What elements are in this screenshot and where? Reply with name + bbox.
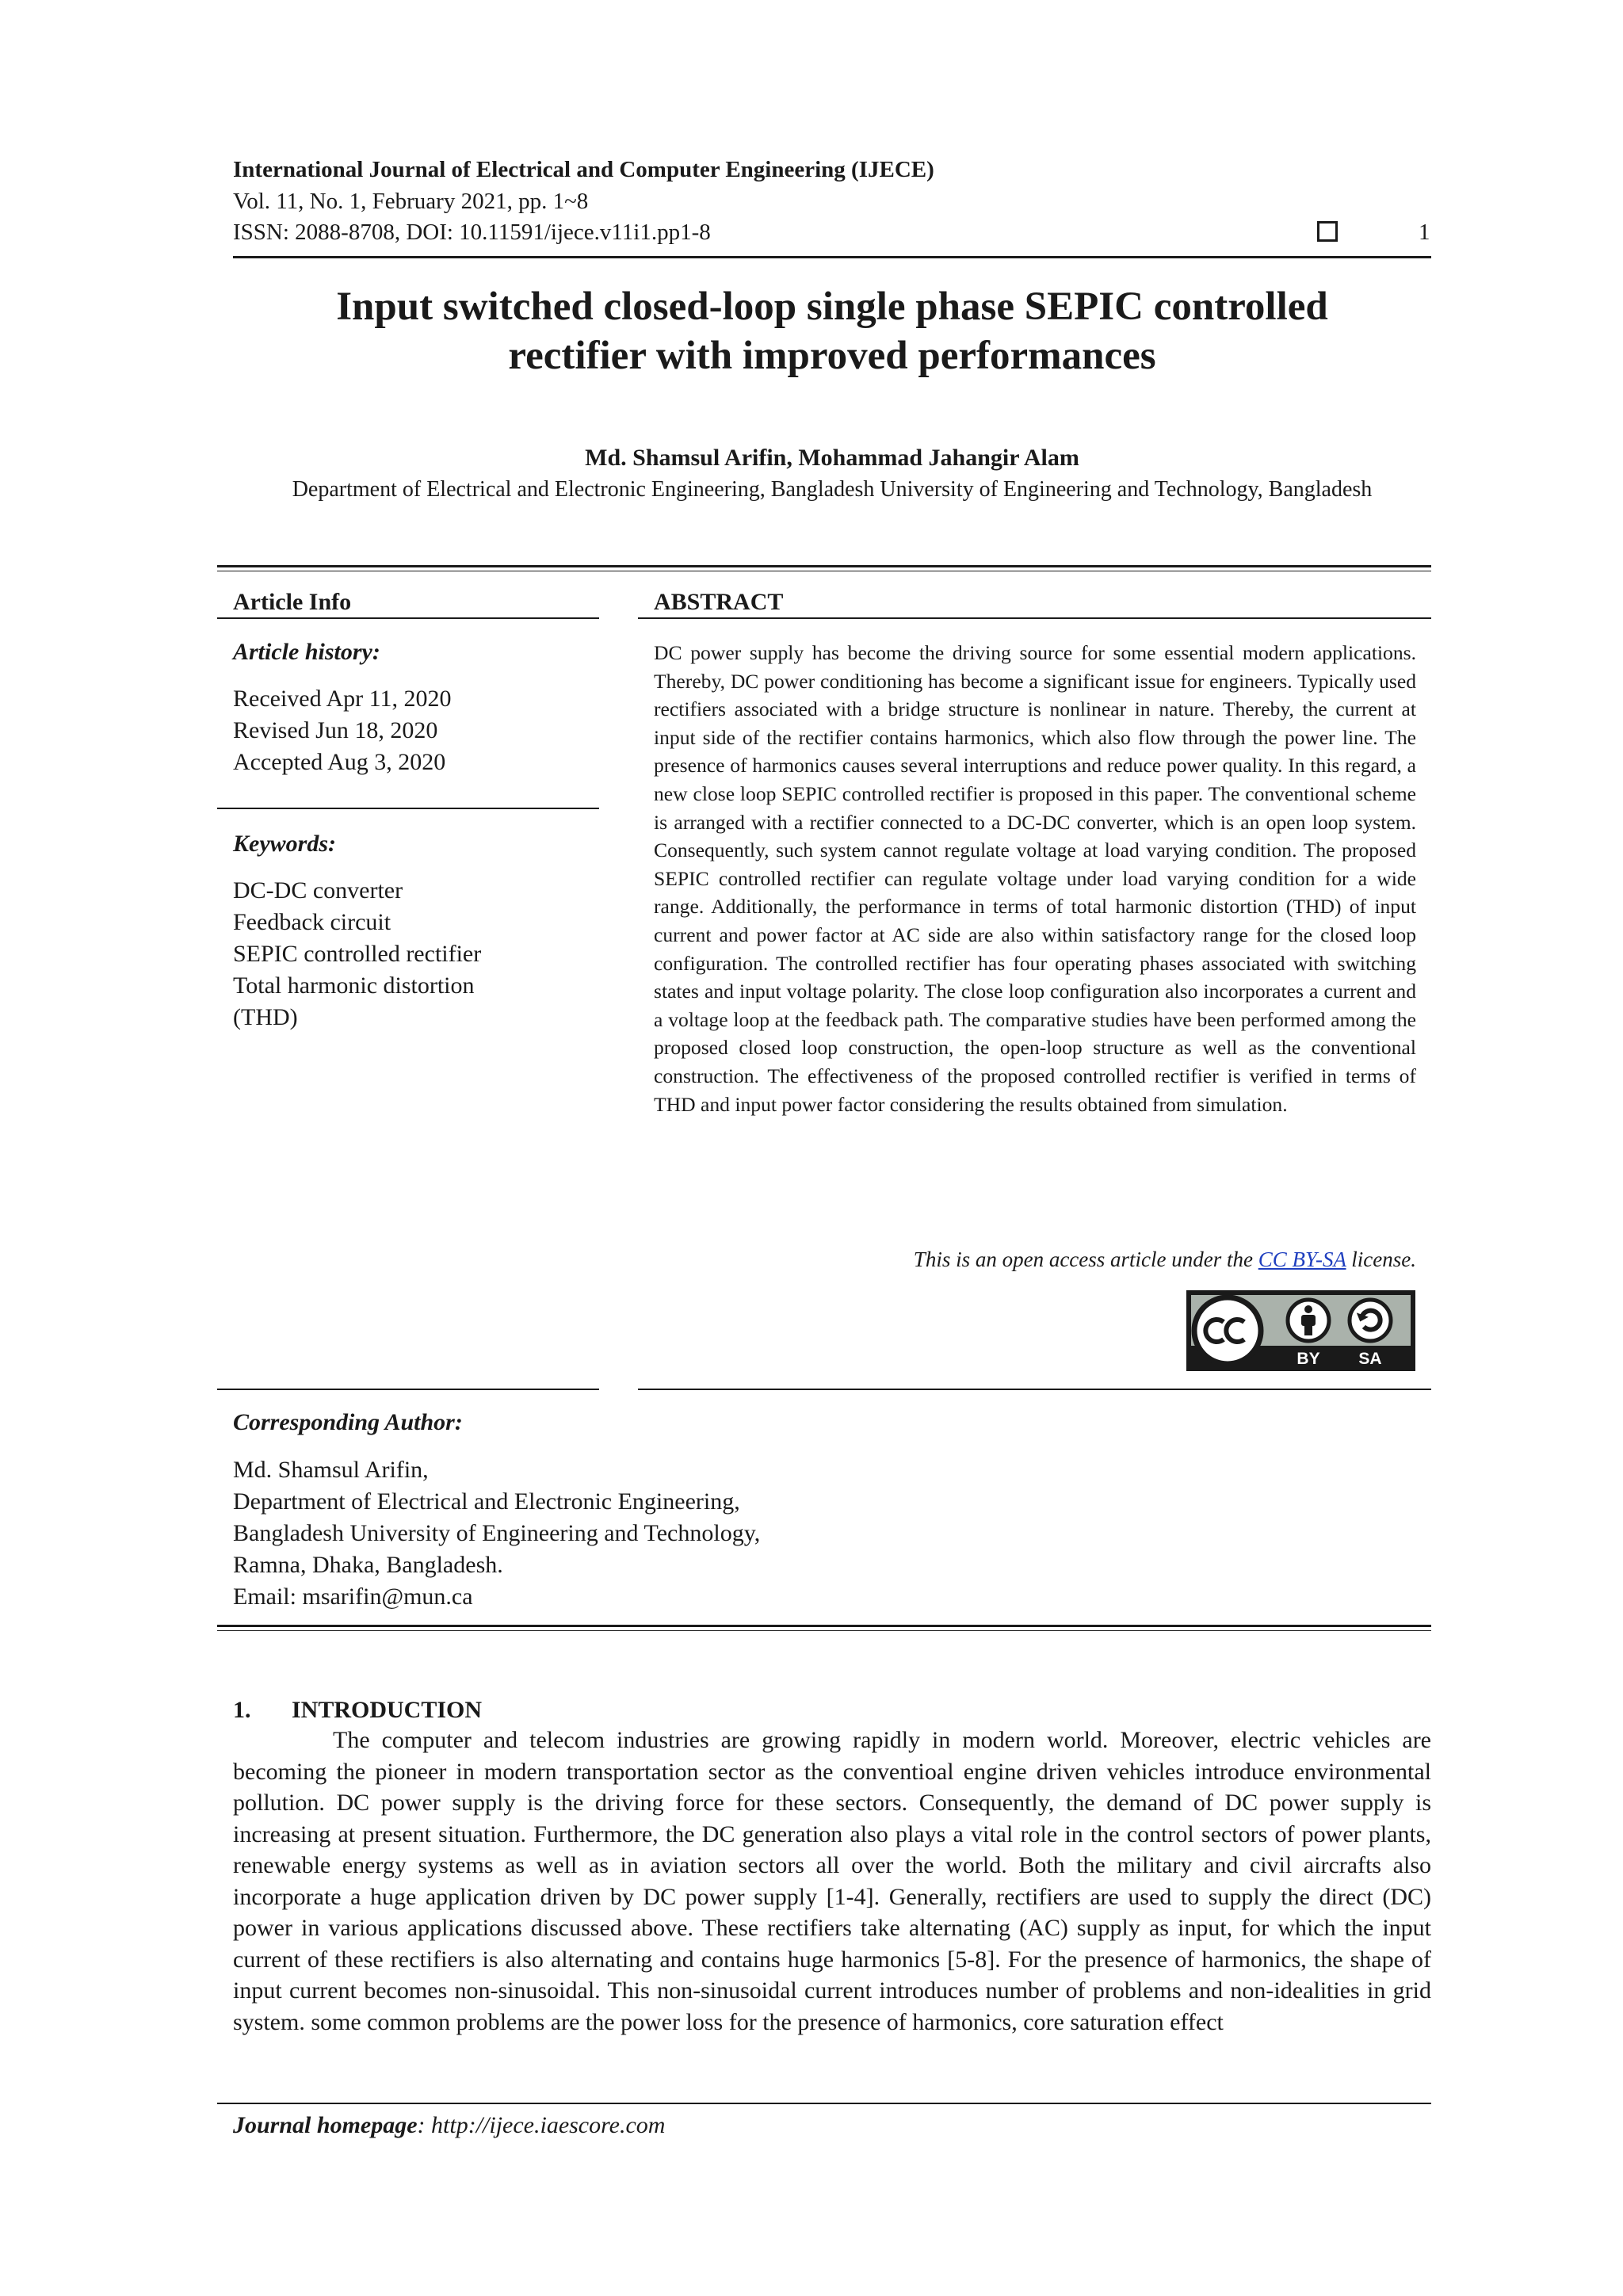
article-info-rule bbox=[217, 617, 599, 619]
cc-by-sa-link[interactable]: CC BY-SA bbox=[1258, 1247, 1346, 1271]
keywords-list bbox=[233, 875, 481, 1033]
info-bottom-rule-right bbox=[638, 1389, 1431, 1390]
keyword-item: SEPIC controlled rectifier bbox=[233, 941, 482, 967]
introduction-heading bbox=[233, 1698, 482, 1722]
keyword-item: (THD) bbox=[233, 1004, 298, 1030]
keyword-item: Total harmonic distortion bbox=[233, 972, 475, 999]
author-list: Md. Shamsul Arifin, Mohammad Jahangir Alam bbox=[585, 445, 1079, 471]
article-info-heading: Article Info bbox=[233, 589, 352, 615]
keywords-heading: Keywords: bbox=[233, 831, 336, 857]
open-access-prefix: This is an open access article under the bbox=[913, 1247, 1258, 1271]
attribution-icon bbox=[1288, 1300, 1329, 1341]
badge-sa-label: SA bbox=[1358, 1350, 1382, 1368]
journal-volume: Vol. 11, No. 1, February 2021, pp. 1~8 bbox=[233, 189, 589, 214]
info-top-rule bbox=[217, 565, 1431, 567]
paper-title-line-2: rectifier with improved performances bbox=[508, 334, 1156, 378]
journal-issn-doi: ISSN: 2088-8708, DOI: 10.11591/ijece.v11i1.pp1-8 bbox=[233, 220, 711, 245]
info-bottom-rule-left bbox=[217, 1389, 599, 1390]
page-number: 1 bbox=[1419, 220, 1430, 245]
corresponding-rule bbox=[217, 1625, 1431, 1627]
section-number: 1. bbox=[233, 1697, 251, 1723]
keyword-item: DC-DC converter bbox=[233, 877, 403, 904]
cc-icon bbox=[1194, 1297, 1261, 1364]
corresponding-author-heading: Corresponding Author: bbox=[233, 1409, 463, 1435]
open-access-notice bbox=[654, 1249, 1416, 1270]
corresponding-university: Bangladesh University of Engineering and Technology, bbox=[233, 1520, 761, 1546]
history-revised: Revised Jun 18, 2020 bbox=[233, 717, 438, 743]
section-title: INTRODUCTION bbox=[292, 1697, 483, 1723]
abstract-rule bbox=[638, 617, 1431, 619]
paper-title bbox=[233, 282, 1431, 380]
badge-by-label: BY bbox=[1296, 1350, 1320, 1368]
footer-rule bbox=[217, 2103, 1431, 2104]
open-access-suffix: license. bbox=[1346, 1247, 1416, 1271]
homepage-label: Journal homepage bbox=[233, 2112, 418, 2138]
share-alike-icon bbox=[1350, 1300, 1391, 1341]
corresponding-rule-thin bbox=[217, 1630, 1431, 1631]
introduction-paragraph: The computer and telecom industries are growing rapidly in modern world. Moreover, electric vehicles are becoming the pioneer in modern transportation sector as the conventioal engine driven vehicles introduce environmental pollution. DC power supply is the driving force for these sectors. Consequently, the demand of DC power supply is increasing at present situation. Furthermore, the DC generation also plays a vital role in the control sectors of power plants, renewable energy systems as well as in aviation sectors all over the world. Both the military and civil aircrafts also incorporate a huge application driven by DC power supply [1-4]. Generally, rectifiers are used to supply the direct (DC) power in various applications discussed above. These rectifiers take alternating (AC) supply as input, for which the input current of these rectifiers is also alternating and contains huge harmonics [5-8]. For the presence of harmonics, the shape of input current becomes non-sinusoidal. This non-sinusoidal current introduces number of problems and non-idealities in grid system. some common problems are the power loss for the presence of harmonics, core saturation effect bbox=[233, 1727, 1431, 2035]
header-rule bbox=[233, 256, 1431, 258]
journal-homepage bbox=[233, 2114, 665, 2137]
paper-title-line-1: Input switched closed-loop single phase SEPIC controlled bbox=[336, 285, 1328, 329]
corresponding-department: Department of Electrical and Electronic Engineering, bbox=[233, 1488, 740, 1515]
journal-name: International Journal of Electrical and Computer Engineering (IJECE) bbox=[233, 157, 934, 182]
author-affiliation: Department of Electrical and Electronic Engineering, Bangladesh University of Engineering and Technology, Bangladesh bbox=[292, 477, 1373, 502]
corresponding-email[interactable]: Email: msarifin@mun.ca bbox=[233, 1584, 473, 1610]
cc-by-sa-badge[interactable] bbox=[1186, 1290, 1415, 1371]
abstract-text: DC power supply has become the driving source for some essential modern applications. Thereby, DC power conditioning has become a significant issue for engineers. Typically used rectifiers associated with a bridge structure is nonlinear in nature. Thereby, the current at input side of the rectifier contains harmonics, which also flow through the power line. The presence of harmonics causes several interruptions and reduce power quality. In this regard, a new close loop SEPIC controlled rectifier is proposed in this paper. The conventional scheme is arranged with a rectifier connected to a DC-DC converter, which is an open loop system. Consequently, such system cannot regulate voltage at load varying condition. The proposed SEPIC controlled rectifier can regulate voltage under load varying condition for a wide range. Additionally, the performance in terms of total harmonic distortion (THD) of input current and power factor at AC side are also within satisfactory range for the closed loop configuration. The controlled rectifier has four operating phases associated with switching states and input voltage polarity. The close loop configuration also incorporates a current and a voltage loop at the feedback path. The comparative studies have been performed among the proposed closed loop construction, the open-loop structure as well as the conventional construction. The effectiveness of the proposed controlled rectifier is verified in terms of THD and input power factor considering the results obtained from simulation. bbox=[654, 641, 1416, 1116]
article-history-list bbox=[233, 683, 452, 778]
abstract-heading: ABSTRACT bbox=[654, 589, 784, 615]
introduction-body bbox=[233, 1725, 1431, 2038]
article-history-heading: Article history: bbox=[233, 639, 380, 665]
history-accepted: Accepted Aug 3, 2020 bbox=[233, 749, 446, 775]
checkbox-square-icon bbox=[1317, 221, 1338, 242]
history-received: Received Apr 11, 2020 bbox=[233, 686, 452, 712]
homepage-url[interactable]: http://ijece.iaescore.com bbox=[431, 2112, 666, 2138]
history-rule bbox=[217, 808, 599, 809]
corresponding-address: Ramna, Dhaka, Bangladesh. bbox=[233, 1552, 503, 1578]
corresponding-name: Md. Shamsul Arifin, bbox=[233, 1457, 429, 1483]
homepage-separator: : bbox=[417, 2112, 432, 2138]
corresponding-author-details bbox=[233, 1454, 760, 1613]
keyword-item: Feedback circuit bbox=[233, 909, 391, 935]
